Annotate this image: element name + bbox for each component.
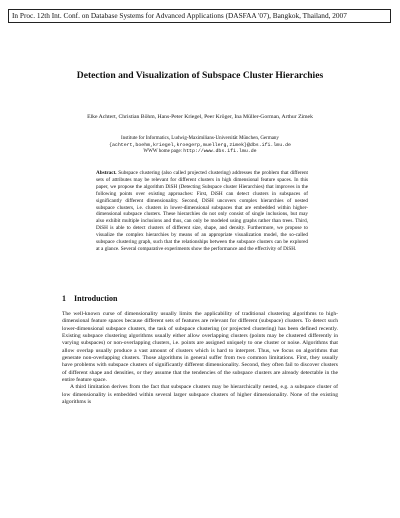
homepage-url[interactable]: http://www.dbs.ifi.lmu.de [183,149,257,155]
email-line: {achtert,boehm,kriegel,kroegerp,muellerg,zimek}@dbs.ifi.lmu.de [109,142,291,148]
paper-title: Detection and Visualization of Subspace Cluster Hierarchies [76,70,324,81]
section-number: 1 [62,294,66,303]
conference-header: In Proc. 12th Int. Conf. on Database Systems for Advanced Applications (DASFAA '07), Bangkok, Thailand, 2007 [8,9,391,23]
paragraph: A third limitation derives from the fact that subspace clusters may be hierarchically nested, e.g. a subspace cluster of low dimensionality is embedded within several larger subspace clusters of higher dimensionality. None of the existing algorithms is [62,384,338,406]
section-title: Introduction [74,294,118,303]
author-list: Elke Achtert, Christian Böhm, Hans-Peter Kriegel, Peer Kröger, Ina Müller-Gorman, Arthur Zimek [87,114,313,120]
section-heading [62,294,117,303]
homepage-line [70,149,330,156]
paragraph: The well-known curse of dimensionality usually limits the applicability of traditional clustering algorithms to high-dimensional feature spaces because different sets of features are relevant for different (subspace) clusters. To detect such lower-dimensional subspace clusters, the task of subspace clustering (or projected clustering) has been defined recently. Existing subspace clustering algorithms usually either allow overlapping clusters (points may be clustered differently in varying subspaces) or non-overlapping clusters, i.e. points are assigned uniquely to one cluster or noise. Algorithms that allow overlap usually produce a vast amount of clusters which is hard to interpret. Thus, we focus on algorithms that generate non-overlapping clusters. Those algorithms in general suffer from two common limitations. First, they usually have problems with subspace clusters of significantly different dimensionality. Second, they often fail to discover clusters of different shape and densities, or they assume that the tendencies of the subspace clusters are already detectable in the entire feature space. [62,311,338,384]
abstract-text: Subspace clustering (also called projected clustering) addresses the problem that different sets of attributes may be relevant for different clusters in high dimensional feature spaces. In this paper, we propose the algorithm DiSH (Detecting Subspace cluster Hierarchies) that improves in the following points over existing approaches: First, DiSH can detect clusters in subspaces of significantly different dimensionality. Second, DiSH uncovers complex hierarchies of nested subspace clusters, i.e. clusters in lower-dimensional subspaces that are embedded within higher-dimensional subspace clusters. These hierarchies do not only consist of single inclusions, but may also exhibit multiple inclusions and thus, can only be modeled using graphs rather than trees. Third, DiSH is able to detect clusters of different size, shape, and density. Furthermore, we propose to visualize the complex hierarchies by means of an appropriate visualization model, the so-called subspace clustering graph, such that the relationships between the subspace clusters can be explored at a glance. Several comparative experiments show the performance and the effectivity of DiSH. [96,170,309,252]
institute-line: Institute for Informatics, Ludwig-Maximilians-Universität München, Germany [121,136,279,141]
homepage-label: WWW home page: [143,149,182,155]
abstract [96,170,308,253]
body-text [62,311,338,406]
affiliation-block [70,136,330,156]
abstract-label: Abstract. [96,170,117,176]
